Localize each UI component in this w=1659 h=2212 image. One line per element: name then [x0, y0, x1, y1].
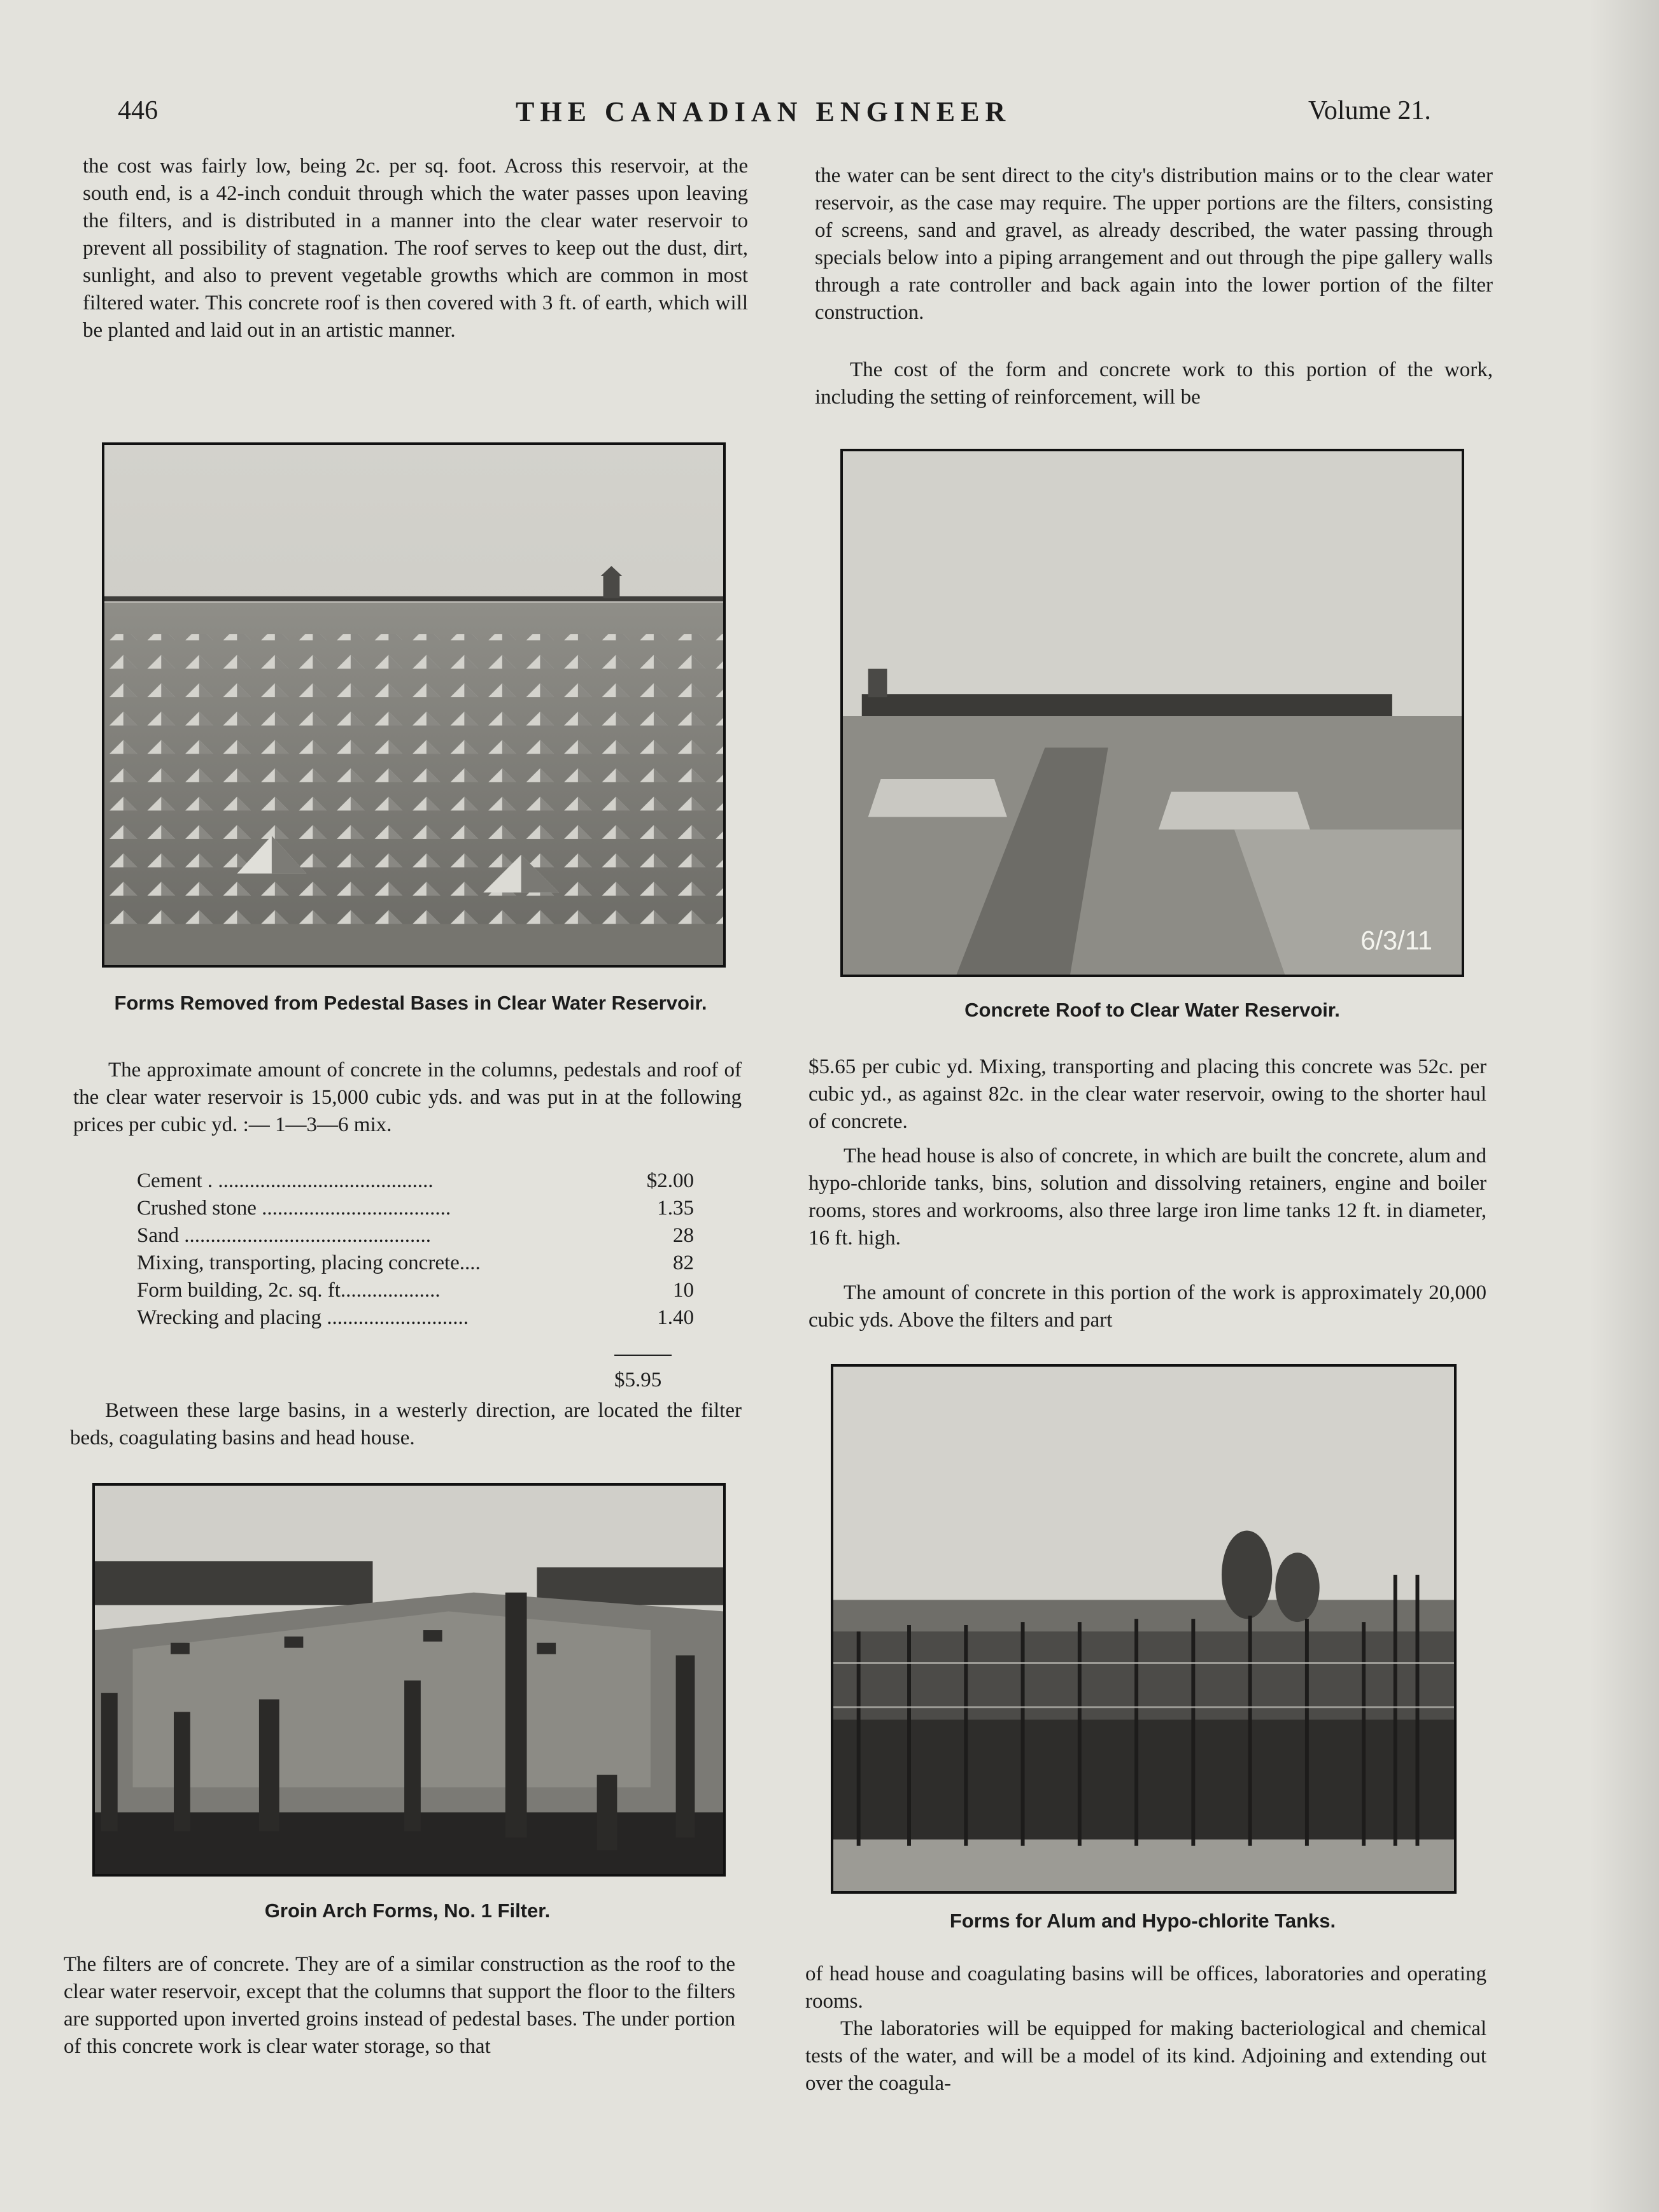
- volume-label: Volume 21.: [1308, 96, 1431, 125]
- cost-row: [137, 1167, 694, 1195]
- cost-item-value: $2.00: [646, 1169, 694, 1192]
- caption-concrete-roof: Concrete Roof to Clear Water Reservoir.: [964, 999, 1340, 1021]
- cost-item-value: 1.40: [657, 1306, 694, 1329]
- cost-item-label: Sand ...............................................: [137, 1224, 431, 1247]
- photo-pedestal-bases: [102, 442, 726, 968]
- photo-concrete-roof: [840, 449, 1464, 977]
- cost-table: [137, 1167, 694, 1332]
- cost-item-value: 28: [673, 1224, 694, 1247]
- journal-title: THE CANADIAN ENGINEER: [516, 96, 1012, 127]
- cost-item-label: Crushed stone ....................................: [137, 1197, 451, 1220]
- photo-groin-arch-forms: [92, 1483, 726, 1877]
- total-rule: [614, 1355, 672, 1356]
- caption-alum-tank-forms: Forms for Alum and Hypo-chlorite Tanks.: [949, 1910, 1336, 1932]
- cost-item-label: Wrecking and placing ...........................: [137, 1306, 469, 1329]
- cost-item-value: 10: [673, 1279, 694, 1302]
- caption-pedestal-bases: Forms Removed from Pedestal Bases in Clear Water Reservoir.: [114, 992, 707, 1014]
- right-paragraph-7: The laboratories will be equipped for making bacteriological and chemical tests of the water, and will be a model of its kind. Adjoining and extending out over the coagula-: [805, 2017, 1486, 2095]
- right-paragraph-5: The amount of concrete in this portion of the work is approximately 20,000 cubic yds. Above the filters and part: [808, 1281, 1486, 1332]
- right-paragraph-2: The cost of the form and concrete work to this portion of the work, including the setting of reinforcement, will be: [815, 358, 1493, 409]
- cost-item-value: 1.35: [657, 1197, 694, 1220]
- photo-alum-tank-forms: [831, 1364, 1457, 1894]
- photo-date-mark: 6/3/11: [1360, 925, 1432, 955]
- cost-item-label: Mixing, transporting, placing concrete....: [137, 1251, 481, 1274]
- left-paragraph-4: The filters are of concrete. They are of a similar construction as the roof to the clear water reservoir, except that the columns that support the floor to the filters are supported upon inverted groins instead of pedestal bases. The under portion of this concrete work is clear water storage, so that: [64, 1953, 735, 2058]
- cost-row: [137, 1250, 694, 1277]
- cost-item-label: Form building, 2c. sq. ft...................: [137, 1279, 441, 1302]
- page-edge-shadow: [1589, 0, 1659, 2212]
- right-paragraph-6: of head house and coagulating basins will be offices, laboratories and operating rooms.: [805, 1962, 1486, 2013]
- caption-groin-arch-forms: Groin Arch Forms, No. 1 Filter.: [264, 1899, 551, 1922]
- left-paragraph-3: Between these large basins, in a westerly direction, are located the filter beds, coagulating basins and head house.: [70, 1399, 742, 1449]
- page-number: 446: [118, 96, 158, 125]
- right-paragraph-4: The head house is also of concrete, in which are built the concrete, alum and hypo-chloride tanks, bins, solution and dissolving retainers, engine and boiler rooms, stores and workrooms, also three large iron lime tanks 12 ft. in diameter, 16 ft. high.: [808, 1145, 1486, 1250]
- cost-item-label: Cement . .........................................: [137, 1169, 434, 1192]
- right-paragraph-3: $5.65 per cubic yd. Mixing, transporting and placing this concrete was 52c. per cubic yd., as against 82c. in the clear water reservoir, owing to the shorter haul of concrete.: [808, 1055, 1486, 1133]
- cost-item-value: 82: [673, 1251, 694, 1274]
- cost-row: [137, 1222, 694, 1250]
- cost-row: [137, 1277, 694, 1304]
- left-paragraph-2: The approximate amount of concrete in the columns, pedestals and roof of the clear water reservoir is 15,000 cubic yds. and was put in at the following prices per cubic yd. :— 1—3—6 mix.: [73, 1059, 742, 1136]
- cost-row: [137, 1304, 694, 1332]
- cost-row: [137, 1195, 694, 1222]
- left-paragraph-1: the cost was fairly low, being 2c. per sq. foot. Across this reservoir, at the south end, is a 42-inch conduit through which the water passes upon leaving the filters, and is distributed in a manner into the clear water reservoir to prevent all possibility of stagnation. The roof serves to keep out the dust, dirt, sunlight, and also to prevent vegetable growths which are common in most filtered water. This concrete roof is then covered with 3 ft. of earth, which will be planted and laid out in an artistic manner.: [83, 155, 748, 342]
- right-paragraph-1: the water can be sent direct to the city's distribution mains or to the clear water reservoir, as the case may require. The upper portions are the filters, consisting of screens, sand and gravel, as already described, the water passing through specials below into a piping arrangement and out through the pipe gallery walls through a rate controller and back again into the lower portion of the filter construction.: [815, 164, 1493, 324]
- cost-total: $5.95: [614, 1369, 662, 1391]
